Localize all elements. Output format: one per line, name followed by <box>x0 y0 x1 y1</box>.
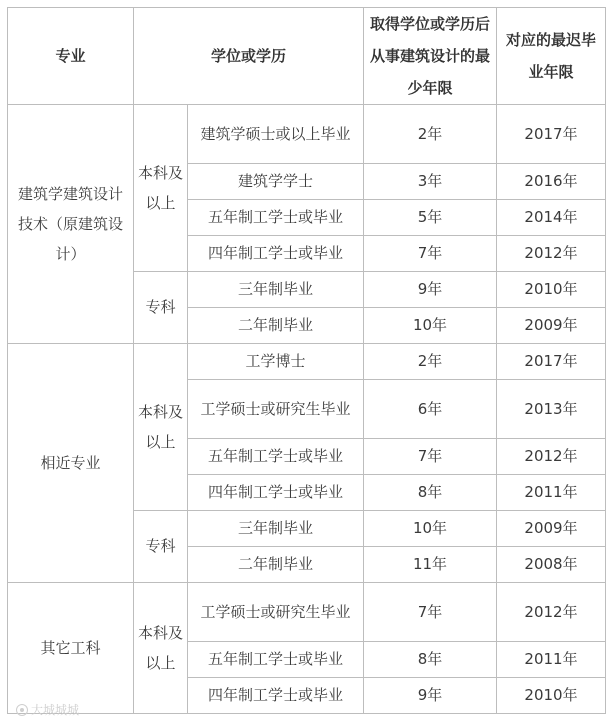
years-cell: 9年 <box>364 272 497 308</box>
degree-cell: 工学硕士或研究生毕业 <box>188 583 364 642</box>
level-cell: 专科 <box>134 272 188 344</box>
grad-cell: 2009年 <box>497 511 606 547</box>
weibo-icon <box>16 704 28 716</box>
degree-cell: 五年制工学士或毕业 <box>188 200 364 236</box>
grad-cell: 2014年 <box>497 200 606 236</box>
years-cell: 10年 <box>364 511 497 547</box>
degree-cell: 建筑学硕士或以上毕业 <box>188 105 364 164</box>
major-cell: 建筑学建筑设计技术（原建筑设计） <box>8 105 134 344</box>
years-cell: 6年 <box>364 380 497 439</box>
grad-cell: 2012年 <box>497 236 606 272</box>
grad-cell: 2012年 <box>497 439 606 475</box>
years-cell: 10年 <box>364 308 497 344</box>
grad-cell: 2011年 <box>497 642 606 678</box>
watermark <box>16 701 79 718</box>
level-cell: 本科及以上 <box>134 344 188 511</box>
years-cell: 5年 <box>364 200 497 236</box>
years-cell: 7年 <box>364 439 497 475</box>
years-cell: 2年 <box>364 105 497 164</box>
watermark-text: 大城城城 <box>31 703 80 717</box>
degree-cell: 四年制工学士或毕业 <box>188 236 364 272</box>
degree-cell: 二年制毕业 <box>188 547 364 583</box>
level-cell: 本科及以上 <box>134 583 188 714</box>
grad-cell: 2008年 <box>497 547 606 583</box>
years-cell: 7年 <box>364 236 497 272</box>
grad-cell: 2016年 <box>497 164 606 200</box>
grad-cell: 2010年 <box>497 272 606 308</box>
degree-cell: 四年制工学士或毕业 <box>188 475 364 511</box>
table-row <box>8 344 606 380</box>
degree-cell: 五年制工学士或毕业 <box>188 439 364 475</box>
years-cell: 3年 <box>364 164 497 200</box>
major-cell: 其它工科 <box>8 583 134 714</box>
grad-cell: 2011年 <box>497 475 606 511</box>
degree-cell: 三年制毕业 <box>188 511 364 547</box>
major-cell: 相近专业 <box>8 344 134 583</box>
table-row <box>8 105 606 164</box>
degree-cell: 三年制毕业 <box>188 272 364 308</box>
grad-cell: 2017年 <box>497 105 606 164</box>
degree-cell: 建筑学学士 <box>188 164 364 200</box>
table-header-row <box>8 8 606 105</box>
level-cell: 专科 <box>134 511 188 583</box>
degree-cell: 工学博士 <box>188 344 364 380</box>
header-major: 专业 <box>8 8 134 105</box>
header-min-years: 取得学位或学历后从事建筑设计的最少年限 <box>364 8 497 105</box>
grad-cell: 2009年 <box>497 308 606 344</box>
header-degree: 学位或学历 <box>134 8 364 105</box>
level-cell: 本科及以上 <box>134 105 188 272</box>
degree-cell: 五年制工学士或毕业 <box>188 642 364 678</box>
degree-cell: 四年制工学士或毕业 <box>188 678 364 714</box>
degree-years-table <box>7 7 606 714</box>
years-cell: 9年 <box>364 678 497 714</box>
years-cell: 7年 <box>364 583 497 642</box>
grad-cell: 2012年 <box>497 583 606 642</box>
degree-cell: 二年制毕业 <box>188 308 364 344</box>
grad-cell: 2017年 <box>497 344 606 380</box>
header-latest-year: 对应的最迟毕业年限 <box>497 8 606 105</box>
degree-cell: 工学硕士或研究生毕业 <box>188 380 364 439</box>
years-cell: 2年 <box>364 344 497 380</box>
grad-cell: 2013年 <box>497 380 606 439</box>
years-cell: 8年 <box>364 642 497 678</box>
table-row <box>8 583 606 642</box>
years-cell: 11年 <box>364 547 497 583</box>
grad-cell: 2010年 <box>497 678 606 714</box>
years-cell: 8年 <box>364 475 497 511</box>
